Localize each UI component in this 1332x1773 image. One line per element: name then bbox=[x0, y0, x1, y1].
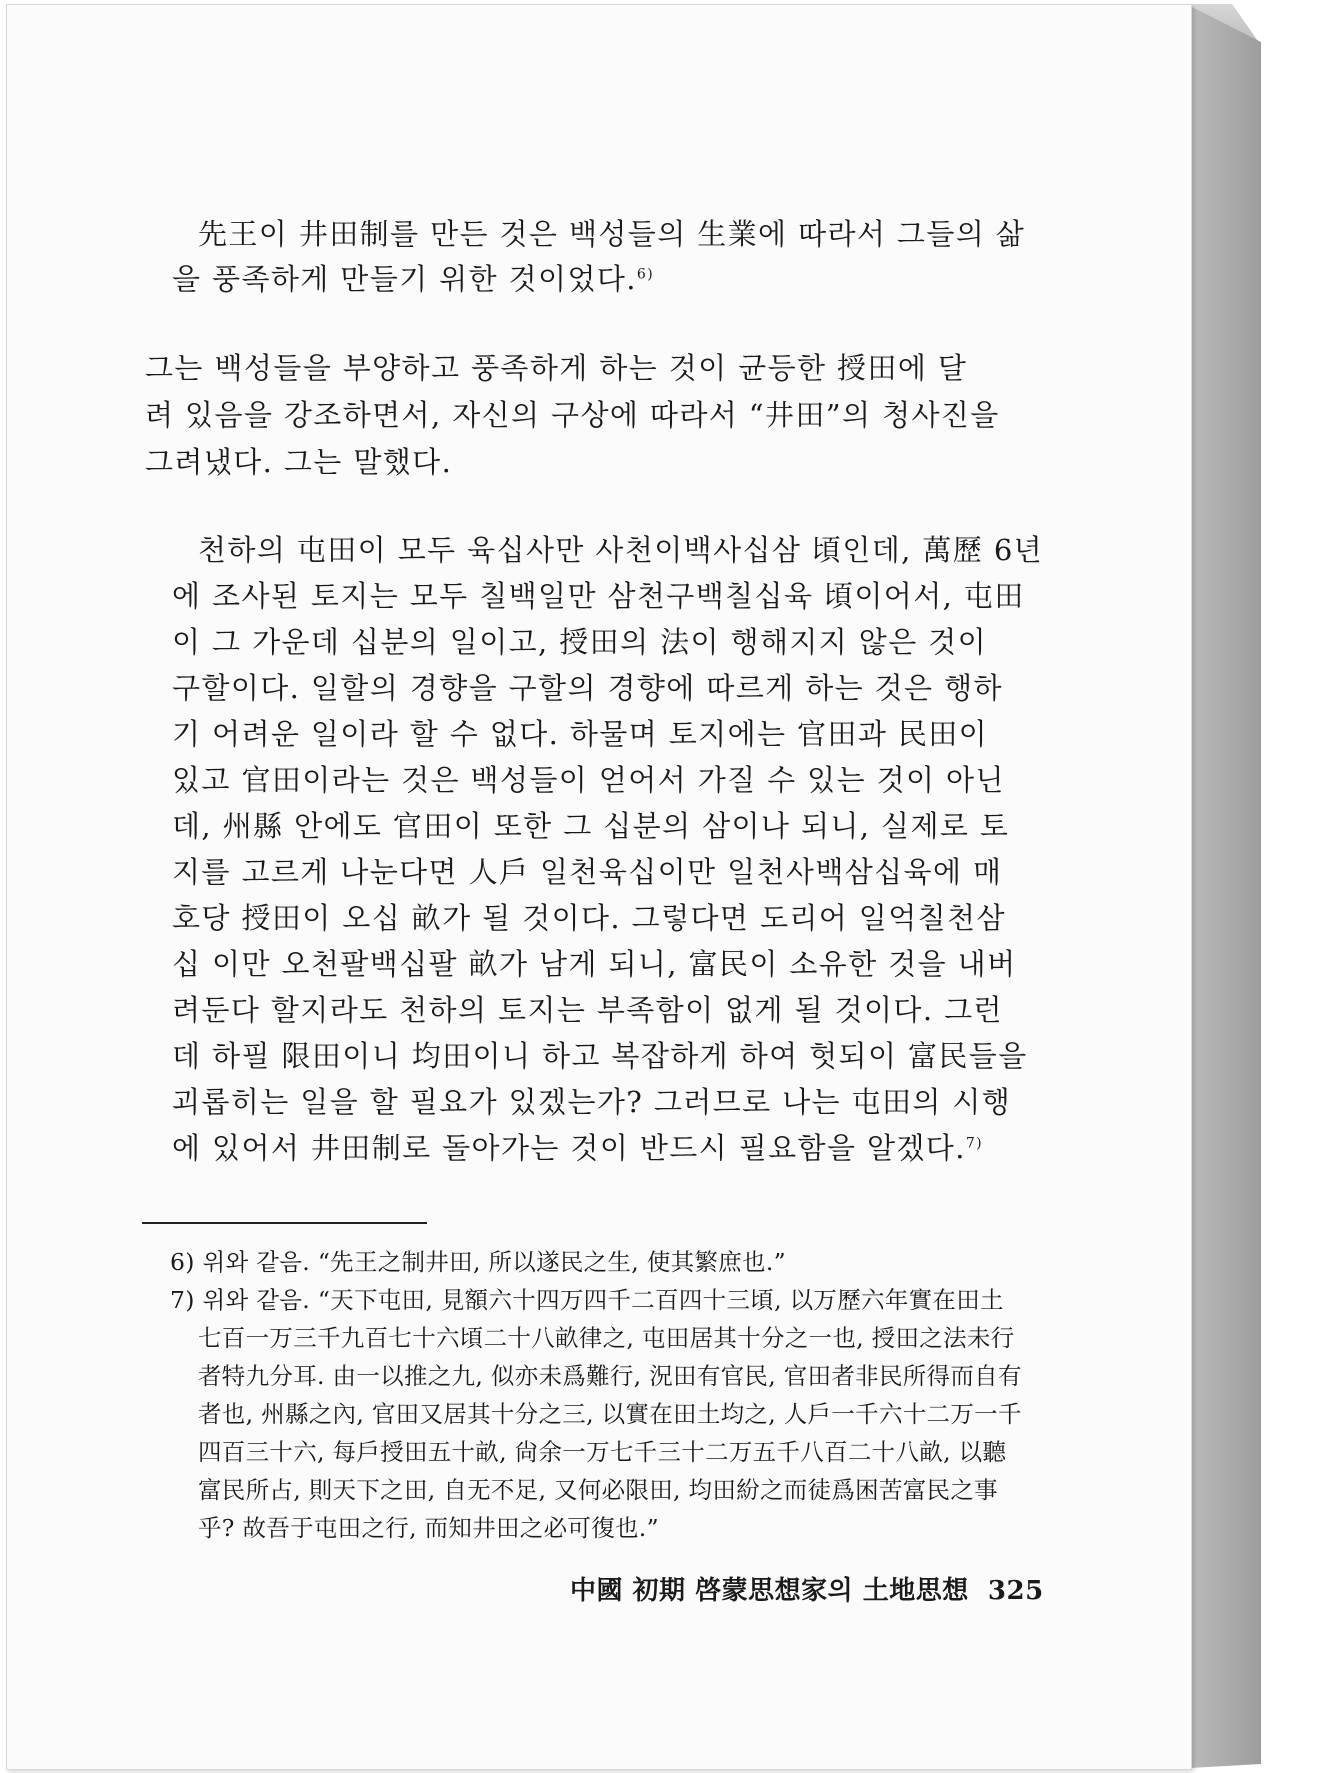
quote1-text: 을 풍족하게 만들기 위한 것이었다. bbox=[172, 262, 637, 296]
quote2-line: 지를 고르게 나눈다면 人戶 일천육십이만 일천사백삼십육에 매 bbox=[172, 855, 1003, 889]
footnote-number: 6) bbox=[170, 1248, 195, 1276]
quote2-line: 구할이다. 일할의 경향을 구할의 경향에 따르게 하는 것은 행하 bbox=[172, 671, 1003, 705]
footnote-ref: 7) bbox=[965, 1135, 984, 1152]
running-footer bbox=[570, 1570, 1044, 1607]
footnote-number: 7) bbox=[170, 1286, 195, 1314]
quote2-line: 천하의 屯田이 모두 육십사만 사천이백사십삼 頃인데, 萬歷 6년 bbox=[198, 533, 1044, 567]
body-line: 그는 백성들을 부양하고 풍족하게 하는 것이 균등한 授田에 달 bbox=[145, 351, 968, 385]
footnote-6 bbox=[170, 1243, 786, 1277]
quote2-line: 에 조사된 토지는 모두 칠백일만 삼천구백칠십육 頃이어서, 屯田 bbox=[172, 579, 1025, 613]
footnote-ref: 6) bbox=[636, 266, 655, 283]
quote2-line bbox=[172, 1126, 983, 1167]
footnote-line: 富民所占, 則天下之田, 自无不足, 又何必限田, 均田紛之而徒爲困苦富民之事 bbox=[198, 1476, 998, 1504]
quote2-line: 데 하필 限田이니 均田이니 하고 복잡하게 하여 헛되이 富民들을 bbox=[172, 1039, 1028, 1073]
quote2-line: 괴롭히는 일을 할 필요가 있겠는가? 그러므로 나는 屯田의 시행 bbox=[172, 1085, 1012, 1119]
footnote-line: 者特九分耳. 由一以推之九, 似亦未爲難行, 況田有官民, 官田者非民所得而自有 bbox=[198, 1362, 1022, 1390]
footnote-line: 者也, 州縣之內, 官田又居其十分之三, 以實在田土均之, 人戶一千六十二万一千 bbox=[198, 1400, 1022, 1428]
quote2-line: 있고 官田이라는 것은 백성들이 얻어서 가질 수 있는 것이 아닌 bbox=[172, 763, 1005, 797]
body-line: 려 있음을 강조하면서, 자신의 구상에 따라서 “井田”의 청사진을 bbox=[145, 398, 1000, 432]
quote2-line: 데, 州縣 안에도 官田이 또한 그 십분의 삼이나 되니, 실제로 토 bbox=[172, 809, 1010, 843]
footnote-7 bbox=[170, 1281, 1004, 1315]
footnote-line: 四百三十六, 每戶授田五十畝, 尙余一万七千三十二万五千八百二十八畝, 以聽 bbox=[198, 1438, 1007, 1466]
page-number: 325 bbox=[987, 1576, 1044, 1606]
footnote-text: 위와 같음. “天下屯田, 見額六十四万四千二百四十三頃, 以万歷六年實在田土 bbox=[202, 1286, 1004, 1314]
quote1-line bbox=[172, 257, 654, 298]
page-stack-edge bbox=[1190, 6, 1261, 1768]
quote2-line: 이 그 가운데 십분의 일이고, 授田의 法이 행해지지 않은 것이 bbox=[172, 625, 988, 659]
body-line: 그려냈다. 그는 말했다. bbox=[145, 445, 453, 479]
footnote-line: 七百一万三千九百七十六頃二十八畝律之, 屯田居其十分之一也, 授田之法未行 bbox=[198, 1324, 1015, 1352]
quote2-line: 십 이만 오천팔백십팔 畝가 남게 되니, 富民이 소유한 것을 내버 bbox=[172, 947, 1017, 981]
footnote-text: 위와 같음. “先王之制井田, 所以遂民之生, 使其繁庶也.” bbox=[202, 1248, 786, 1276]
quote2-line: 호당 授田이 오십 畝가 될 것이다. 그렇다면 도리어 일억칠천삼 bbox=[172, 901, 1006, 935]
quote2-text: 에 있어서 井田制로 돌아가는 것이 반드시 필요함을 알겠다. bbox=[172, 1131, 966, 1165]
footnote-divider bbox=[142, 1222, 427, 1224]
footnote-line: 乎? 故吾于屯田之行, 而知井田之必可復也.” bbox=[198, 1514, 659, 1542]
quote2-line: 려둔다 할지라도 천하의 토지는 부족함이 없게 될 것이다. 그런 bbox=[172, 993, 1003, 1027]
quote2-line: 기 어려운 일이라 할 수 없다. 하물며 토지에는 官田과 民田이 bbox=[172, 717, 989, 751]
footer-title: 中國 初期 啓蒙思想家의 土地思想 bbox=[570, 1576, 969, 1606]
quote1-line: 先王이 井田制를 만든 것은 백성들의 生業에 따라서 그들의 삶 bbox=[198, 217, 1026, 251]
